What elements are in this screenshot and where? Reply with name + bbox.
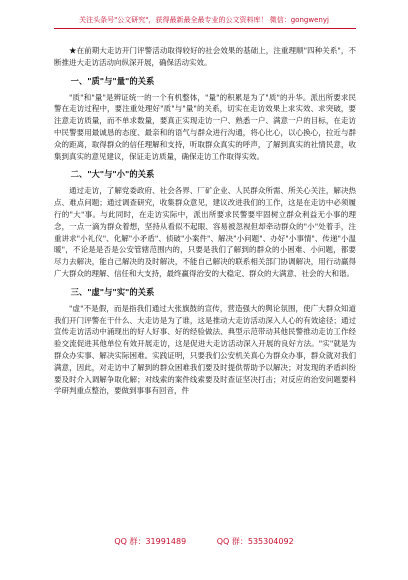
section-paragraph-big-small: 通过走访，了解党委政府、社会各界、厂矿企业、人民群众所需、所关心关注，解决热点、难点问题；通过调查研究，收集群众意见，建议改进我们的工作，这是在走访中必须履行的"大"事。与此同时，在走访实际中，派出所要求民警要牢固树立群众利益无小事的理念，一点一滴为群众着想，坚持从看似不起眼、容易被忽视但却牵动群众的"小"处着手，注重讲求"小礼仪"、化解"小矛盾"、侦破"小案件"、解决"小问题"、办好"小事情"、传递"小温暖"，不论是是否是公安管辖范围内的，只要是我们了解到的群众的小困难、小问题，都要尽力去解决，能自己解决的及时解决，不能自己解决的联系相关部门协调解决，用行动赢得广大群众的理解、信任和大支持，最终赢得治安的大稳定、群众的大满意、社会的大和谐。 xyxy=(54,186,356,278)
section-heading-big-small: 二、"大"与"小"的关系 xyxy=(70,169,155,180)
document-body xyxy=(54,45,356,400)
section-heading-virtual-real: 三、"虚"与"实"的关系 xyxy=(70,286,155,297)
header-divider xyxy=(54,28,356,29)
section-heading-quality-quantity: 一、"质"与"量"的关系 xyxy=(70,75,155,86)
footer-qq-group-2: QQ 群：535304092 xyxy=(216,537,294,546)
intro-paragraph: ★在前期大走访开门评警活动取得较好的社会效果的基础上，注重理顺"四种关系"，不断推进大走访活动向纵深开展，确保活动实效。 xyxy=(54,46,356,67)
header-banner: 关注头条号"公文研究"，获得最新最全最专业的公文资料库！ 微信：gongwenyj xyxy=(79,16,329,24)
footer-contact xyxy=(0,536,408,548)
section-paragraph-virtual-real: "虚"不是假，而是指我们通过大张旗鼓的宣传，营造强大的舆论氛围，使广大群众知道我们开门评警在干什么、大走访是为了谁，这是推动大走访活动深入人心的有效途径；通过宣传走访活动中涌现出的好人好事、好的经验做法、典型示范带动其他民警推动走访工作经验交流促进其他单位有效开展走访，这是促进大走访活动深入开展的良好方法。"实"就是为群众办实事、解决实际困难。实践证明，只要我们公安机关真心为群众办事，群众就对我们满意，因此，对走访中了解到的群众困难我们要及时提供帮助予以解决；对发现的矛盾纠纷要及时介入调解争取化解；对线索的案件线索要及时查证坚决打击；对反应的治安问题要科学研判重点整治，要做到事事有回音，件 xyxy=(54,303,356,396)
section-paragraph-quality-quantity: "质"和"量"是辨证统一的一个有机整体，"量"的积累是为了"质"的升华。派出所要求民警在走访过程中，要注重处理好"质"与"量"的关系，切实在走访效果上求实效、求突破，要注意走访质量，而不单求数量，要真正实现走访一户、熟悉一户、满意一户的目标，在走访中民警要用最诚恳的态度、最亲和的语气与群众进行沟通，将心比心，以心换心，拉近与群众的距离，取得群众的信任理解和支持，听取群众真实的呼声，了解到真实的社情民意，收集到真实的意见建议，保证走访质量，确保走访工作取得实效。 xyxy=(54,92,356,161)
footer-qq-group-1: QQ 群：31991489 xyxy=(114,537,187,546)
